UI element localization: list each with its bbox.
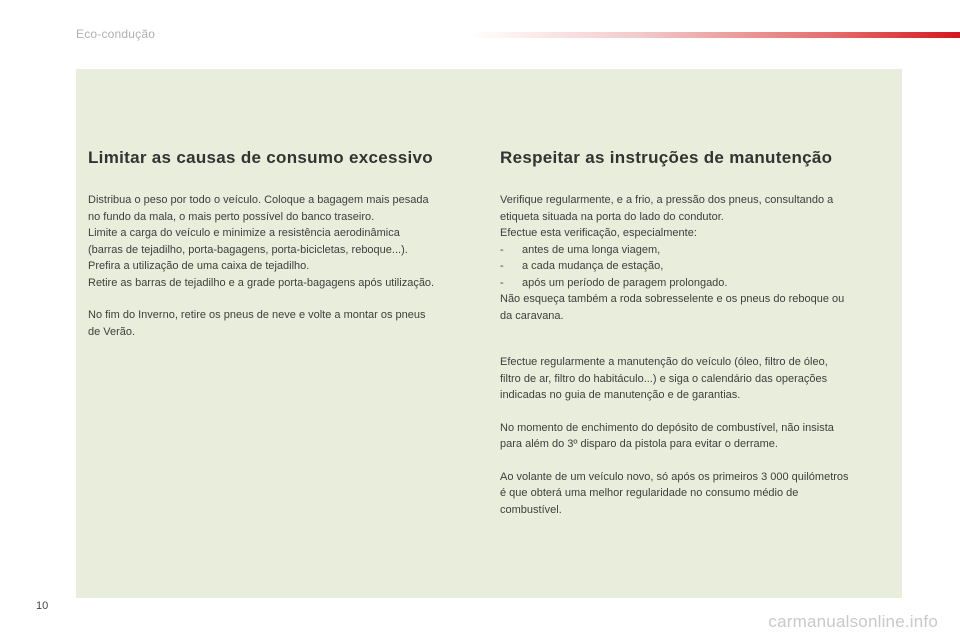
- bullet-dash: -: [500, 243, 504, 256]
- list-item-text: a cada mudança de estação,: [522, 260, 664, 272]
- text-line: No momento de enchimento do depósito de combustível, não insista: [500, 421, 834, 434]
- text-line: etiqueta situada na porta do lado do condutor.: [500, 210, 724, 223]
- text-line: filtro de ar, filtro do habitáculo...) e siga o calendário das operações: [500, 372, 828, 385]
- text-line: (barras de tejadilho, porta-bagagens, porta-bicicletas, reboque...).: [88, 243, 408, 256]
- list-item-text: após um período de paragem prolongado.: [522, 276, 728, 289]
- list-item: [500, 275, 900, 292]
- left-column: [88, 148, 483, 353]
- text-line: Retire as barras de tejadilho e a grade porta-bagagens após utilização.: [88, 276, 435, 289]
- text-line: Não esqueça também a roda sobresselente e os pneus do reboque ou: [500, 293, 845, 305]
- text-line: de Verão.: [88, 325, 136, 338]
- content-panel: [76, 69, 902, 598]
- text-line: No fim do Inverno, retire os pneus de neve e volte a montar os pneus: [88, 309, 426, 321]
- right-heading: Respeitar as instruções de manutenção: [500, 148, 833, 167]
- page-number: 10: [36, 600, 49, 612]
- list-item-text: antes de uma longa viagem,: [522, 243, 661, 256]
- header-accent-bar: [470, 32, 960, 38]
- right-paragraph-4: [500, 469, 900, 519]
- text-line: Efectue regularmente a manutenção do veículo (óleo, filtro de óleo,: [500, 356, 828, 368]
- bullet-dash: -: [500, 276, 504, 289]
- right-paragraph-2: [500, 354, 900, 404]
- left-paragraph-2: [88, 307, 483, 340]
- left-heading: Limitar as causas de consumo excessivo: [88, 148, 433, 167]
- text-line: Efectue esta verificação, especialmente:: [500, 227, 697, 239]
- text-line: Ao volante de um veículo novo, só após os primeiros 3 000 quilómetros: [500, 470, 849, 483]
- left-paragraph-1: [88, 192, 483, 291]
- list-item: [500, 242, 900, 259]
- text-line: Distribua o peso por todo o veículo. Coloque a bagagem mais pesada: [88, 194, 429, 206]
- text-line: para além do 3º disparo da pistola para evitar o derrame.: [500, 438, 778, 450]
- right-paragraph-3: [500, 420, 900, 453]
- text-line: é que obterá uma melhor regularidade no consumo médio de: [500, 487, 799, 499]
- text-line: indicadas no guia de manutenção e de garantias.: [500, 389, 741, 401]
- watermark: carmanualsonline.info: [768, 612, 938, 631]
- right-column: [500, 148, 900, 531]
- text-line: Verifique regularmente, e a frio, a pressão dos pneus, consultando a: [500, 194, 834, 206]
- text-line: combustível.: [500, 503, 562, 516]
- right-paragraph-1: [500, 192, 900, 324]
- list-item: [500, 258, 900, 275]
- text-line: da caravana.: [500, 309, 564, 322]
- text-line: Prefira a utilização de uma caixa de tejadilho.: [88, 260, 310, 272]
- text-line: no fundo da mala, o mais perto possível do banco traseiro.: [88, 210, 375, 223]
- text-line: Limite a carga do veículo e minimize a resistência aerodinâmica: [88, 227, 400, 239]
- section-header-title: Eco-condução: [76, 27, 156, 41]
- bullet-dash: -: [500, 260, 504, 272]
